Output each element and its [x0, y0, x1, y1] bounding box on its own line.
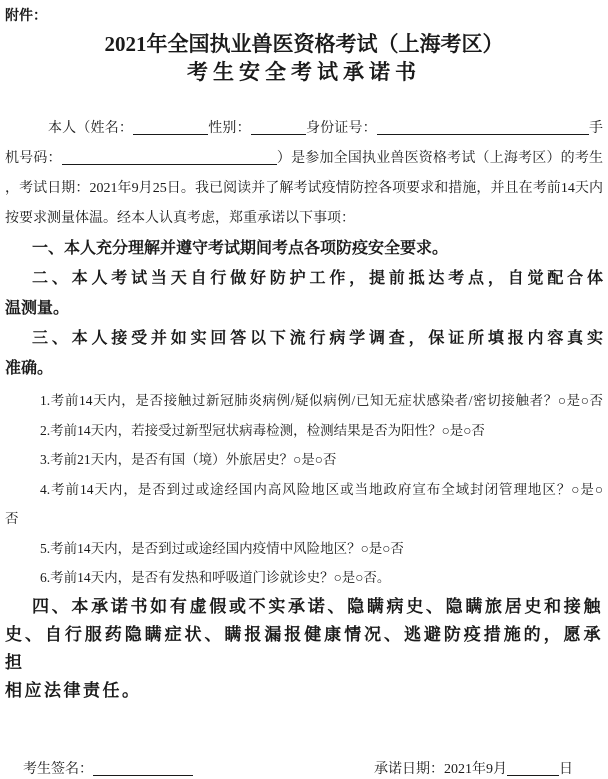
- question-4-line-1: 4.考前14天内，是否到过或途经国内高风险地区或当地政府宣布全域封闭管理地区？○是○: [40, 481, 603, 497]
- signature-label: 考生签名：: [23, 761, 93, 777]
- commitment-item-3-line-2: 准确。: [5, 360, 54, 377]
- question-6: 6.考前14天内，是否有发热和呼吸道门诊就诊史？○是○否。: [40, 570, 391, 585]
- date-group: [374, 761, 573, 779]
- intro-line-2: [5, 144, 603, 174]
- question-2: 2.考前14天内，若接受过新型冠状病毒检测，检测结果是否为阳性？○是○否: [40, 422, 485, 438]
- name-blank-field[interactable]: [133, 122, 208, 135]
- signature-footer: [0, 761, 608, 779]
- attachment-label: 附件：: [5, 9, 47, 24]
- question-3: 3.考前21天内，是否有国（境）外旅居史？○是○否: [40, 452, 337, 467]
- name-label: 本人（姓名：: [48, 121, 134, 136]
- gender-label: 性别：: [208, 121, 251, 136]
- signature-blank-field[interactable]: [93, 763, 193, 776]
- commitment-item-1: 一、本人充分理解并遵守考试期间考点各项防疫安全要求。: [32, 240, 449, 257]
- commitment-item-2-line-1: 二、本人考试当天自行做好防护工作，提前抵达考点，自觉配合体: [32, 270, 603, 287]
- date-label: 承诺日期：2021年9月: [374, 761, 507, 777]
- phone-label: 机号码：: [5, 151, 62, 166]
- intro-line-1-tail: 手: [588, 121, 604, 136]
- question-5: 5.考前14天内，是否到过或途经国内疫情中风险地区？○是○否: [40, 540, 404, 556]
- title-line-1: 2021年全国执业兽医资格考试（上海考区）: [104, 32, 504, 56]
- question-1: 1.考前14天内，是否接触过新冠肺炎病例/疑似病例/已知无症状感染者/密切接触者？○是○否: [40, 393, 603, 408]
- signature-group: [23, 761, 193, 779]
- phone-blank-field[interactable]: [62, 152, 277, 165]
- intro-line-1: [5, 114, 603, 144]
- document-title: [0, 30, 608, 86]
- date-unit-label: 日: [559, 761, 573, 777]
- intro-line-4: 按要求测量体温。经本人认真考虑，郑重承诺以下事项：: [5, 211, 355, 226]
- liability-line-2: 史、自行服药隐瞒症状、瞒报漏报健康情况、逃避防疫措施的，愿承担: [5, 624, 603, 672]
- question-4-line-2: 否: [5, 511, 19, 526]
- commitment-item-2-line-2: 温测量。: [5, 300, 70, 317]
- intro-line-3: ，考试日期：2021年9月25日。我已阅读并了解考试疫情防控各项要求和措施，并且在考前14天内: [5, 181, 603, 196]
- gender-blank-field[interactable]: [251, 122, 306, 135]
- id-number-blank-field[interactable]: [377, 122, 589, 135]
- date-day-blank-field[interactable]: [507, 763, 559, 776]
- liability-line-1: 四、本承诺书如有虚假或不实承诺、隐瞒病史、隐瞒旅居史和接触: [32, 596, 603, 616]
- commitment-item-3-line-1: 三、本人接受并如实回答以下流行病学调查，保证所填报内容真实: [32, 330, 603, 347]
- epidemiological-survey: [5, 386, 603, 593]
- title-line-2: 考生安全考试承诺书: [187, 60, 421, 84]
- liability-line-3: 相应法律责任。: [5, 680, 142, 700]
- document-body: [0, 114, 608, 705]
- intro-line-2-tail: ）是参加全国执业兽医资格考试（上海考区）的考生: [276, 151, 604, 166]
- id-number-label: 身份证号：: [305, 121, 377, 136]
